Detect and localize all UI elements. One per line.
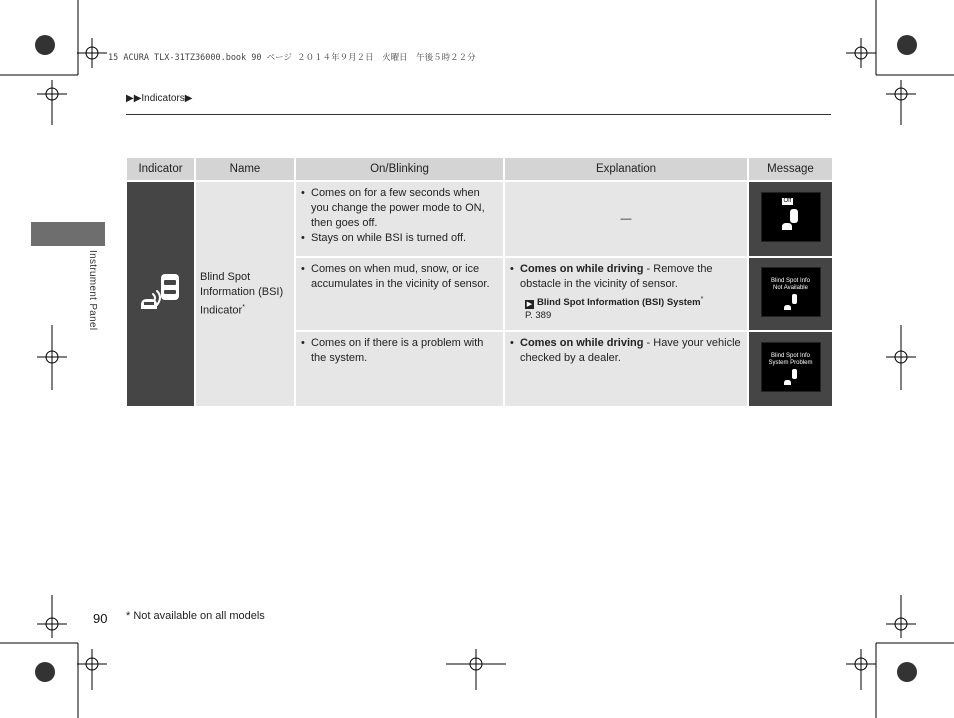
message-text: Blind Spot Info System Problem: [768, 352, 813, 366]
chapter-tab-label: Instrument Panel: [87, 250, 98, 331]
on-blinking-cell: [296, 258, 503, 330]
table-row: [127, 182, 832, 256]
no-explanation-dash: —: [620, 213, 632, 225]
list-item: • Comes on for a few seconds when you change the power mode to ON, then goes off.: [300, 186, 499, 231]
breadcrumb-prefix: ▶▶: [126, 93, 142, 104]
page-number: 90: [93, 611, 108, 626]
chapter-tab[interactable]: [31, 222, 105, 246]
off-badge: Off: [783, 197, 792, 204]
message-display-system-problem: [761, 342, 821, 392]
header-rule: [126, 114, 831, 115]
list-item: [509, 262, 743, 292]
message-display-not-available: [761, 267, 821, 317]
arrow-icon: ▶: [526, 301, 533, 309]
cross-reference[interactable]: [509, 293, 743, 322]
explanation-bold: Comes on while driving: [520, 337, 644, 349]
col-header-indicator: Indicator: [127, 158, 194, 180]
blind-spot-icon: [762, 343, 820, 391]
blind-spot-icon: [762, 193, 820, 241]
list-item: [509, 336, 743, 366]
message-cell: [749, 332, 832, 406]
blind-spot-icon: [762, 268, 820, 316]
indicator-name-cell: [196, 182, 294, 406]
on-blinking-cell: [296, 182, 503, 256]
message-cell: [749, 258, 832, 330]
indicator-cell: [127, 182, 194, 406]
message-text: Blind Spot Info Not Available: [770, 277, 811, 291]
list-item: • Comes on if there is a problem with the system.: [300, 336, 499, 366]
xref-page: P. 389: [525, 310, 552, 322]
table-header-row: [127, 158, 832, 180]
col-header-message: Message: [749, 158, 832, 180]
explanation-text: - Have your vehicle checked by a dealer.: [520, 337, 741, 364]
on-blinking-cell: [296, 332, 503, 406]
breadcrumb: [126, 93, 192, 104]
breadcrumb-suffix: ▶: [184, 93, 193, 104]
explanation-cell: [505, 182, 747, 256]
list-item: • Comes on when mud, snow, or ice accumulates in the vicinity of sensor.: [300, 262, 499, 292]
col-header-name: Name: [196, 158, 294, 180]
explanation-bold: Comes on while driving: [520, 263, 644, 275]
blind-spot-icon: [139, 272, 183, 312]
list-item: • Stays on while BSI is turned off.: [300, 231, 499, 246]
col-header-explanation: Explanation: [505, 158, 747, 180]
explanation-text: - Remove the obstacle in the vicinity of sensor.: [520, 263, 713, 290]
explanation-cell: [505, 332, 747, 406]
indicator-name: Blind Spot Information (BSI) Indicator: [200, 270, 284, 317]
explanation-cell: [505, 258, 747, 330]
xref-title: Blind Spot Information (BSI) System: [537, 297, 701, 309]
message-display-off: [761, 192, 821, 242]
indicator-table: [125, 156, 834, 408]
col-header-on-blinking: On/Blinking: [296, 158, 503, 180]
message-cell: [749, 182, 832, 256]
xref-footnote-mark: *: [700, 296, 704, 303]
book-filename: 15 ACURA TLX-31TZ36000.book 90 ページ ２０１４年９月２日 火曜日 午後５時２２分: [108, 53, 476, 63]
footnote: * Not available on all models: [126, 610, 265, 622]
breadcrumb-link-indicators[interactable]: Indicators: [141, 93, 185, 104]
footnote-mark: *: [242, 303, 245, 311]
